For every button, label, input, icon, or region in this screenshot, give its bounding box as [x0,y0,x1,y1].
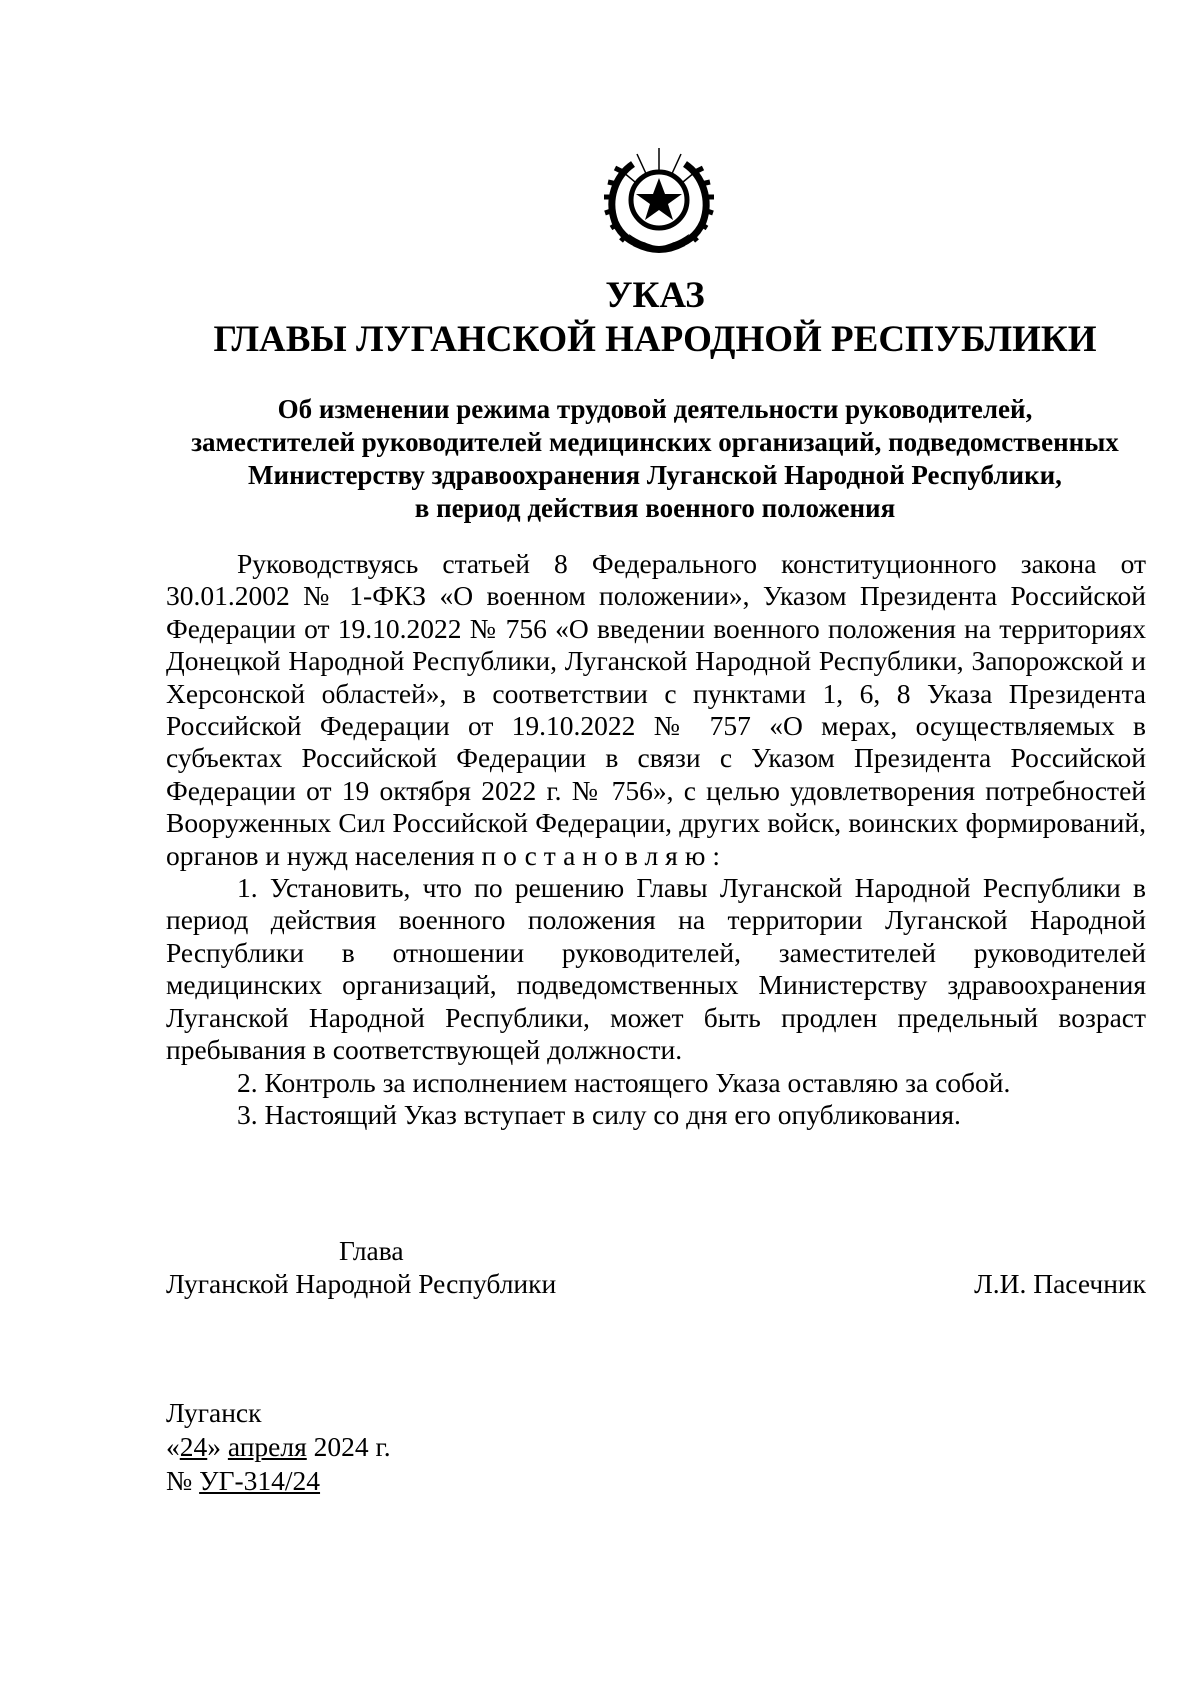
decree-number [166,1465,320,1497]
decree-subject [150,393,1160,525]
signatory-position-line1: Глава [339,1235,404,1266]
number-value: УГ-314/24 [199,1465,321,1496]
date-year: 2024 г. [306,1431,391,1462]
number-prefix: № [166,1465,200,1496]
subject-line: Министерству здравоохранения Луганской Народной Республики, [248,460,1062,490]
preamble-paragraph [166,548,1146,872]
subject-line: Об изменении режима трудовой деятельности руководителей, [277,394,1033,424]
issue-date [166,1431,391,1463]
document-type-title: УКАЗ [605,275,705,316]
issuer-title: ГЛАВЫ ЛУГАНСКОЙ НАРОДНОЙ РЕСПУБЛИКИ [213,319,1097,360]
date-month: апреля [227,1431,307,1462]
decree-body [166,548,1146,1131]
signatory-name: Л.И. Пасечник [974,1268,1146,1299]
lnr-coat-of-arms-icon [593,142,725,258]
decree-item-3: 3. Настоящий Указ вступает в силу со дня его опубликования. [237,1098,961,1130]
date-quote-close: » [207,1431,228,1462]
subject-line: заместителей руководителей медицинских организаций, подведомственных [191,427,1119,457]
issue-city: Луганск [166,1397,262,1428]
decree-item-1: 1. Установить, что по решению Главы Луганской Народной Республики в период действия военного положения на территории Луганской Народной Республики в отношении руководителей, заместителей руководителей медицинских организаций, подведомственных Министерству здравоохранения Луганской Народной Республики, может быть продлен предельный возраст пребывания в соответствующей должности. [166,872,1146,1066]
decree-word: постановляю: [481,839,727,871]
date-day: 24 [179,1431,208,1462]
subject-line: в период действия военного положения [414,493,896,523]
preamble-text: Руководствуясь статьей 8 Федерального конституционного закона от 30.01.2002 № 1-ФКЗ «О военном положении», Указом Президента Российской Федерации от 19.10.2022 № 756 «О введении военного положения на территориях Донецкой Народной Республики, Луганской Народной Республики, Запорожской и Херсонской областей», в соответствии с пунктами 1, 6, 8 Указа Президента Российской Федерации от 19.10.2022 № 757 «О мерах, осуществляемых в субъектах Российской Федерации в связи с Указом Президента Российской Федерации от 19 октября 2022 г. № 756», с целью удовлетворения потребностей Вооруженных Сил Российской Федерации, других войск, воинских формирований, органов и нужд населения [166,548,1146,871]
decree-item-2: 2. Контроль за исполнением настоящего Указа оставляю за собой. [237,1066,1011,1098]
date-quote-open: « [166,1431,180,1462]
signatory-position-line2: Луганской Народной Республики [166,1268,557,1299]
